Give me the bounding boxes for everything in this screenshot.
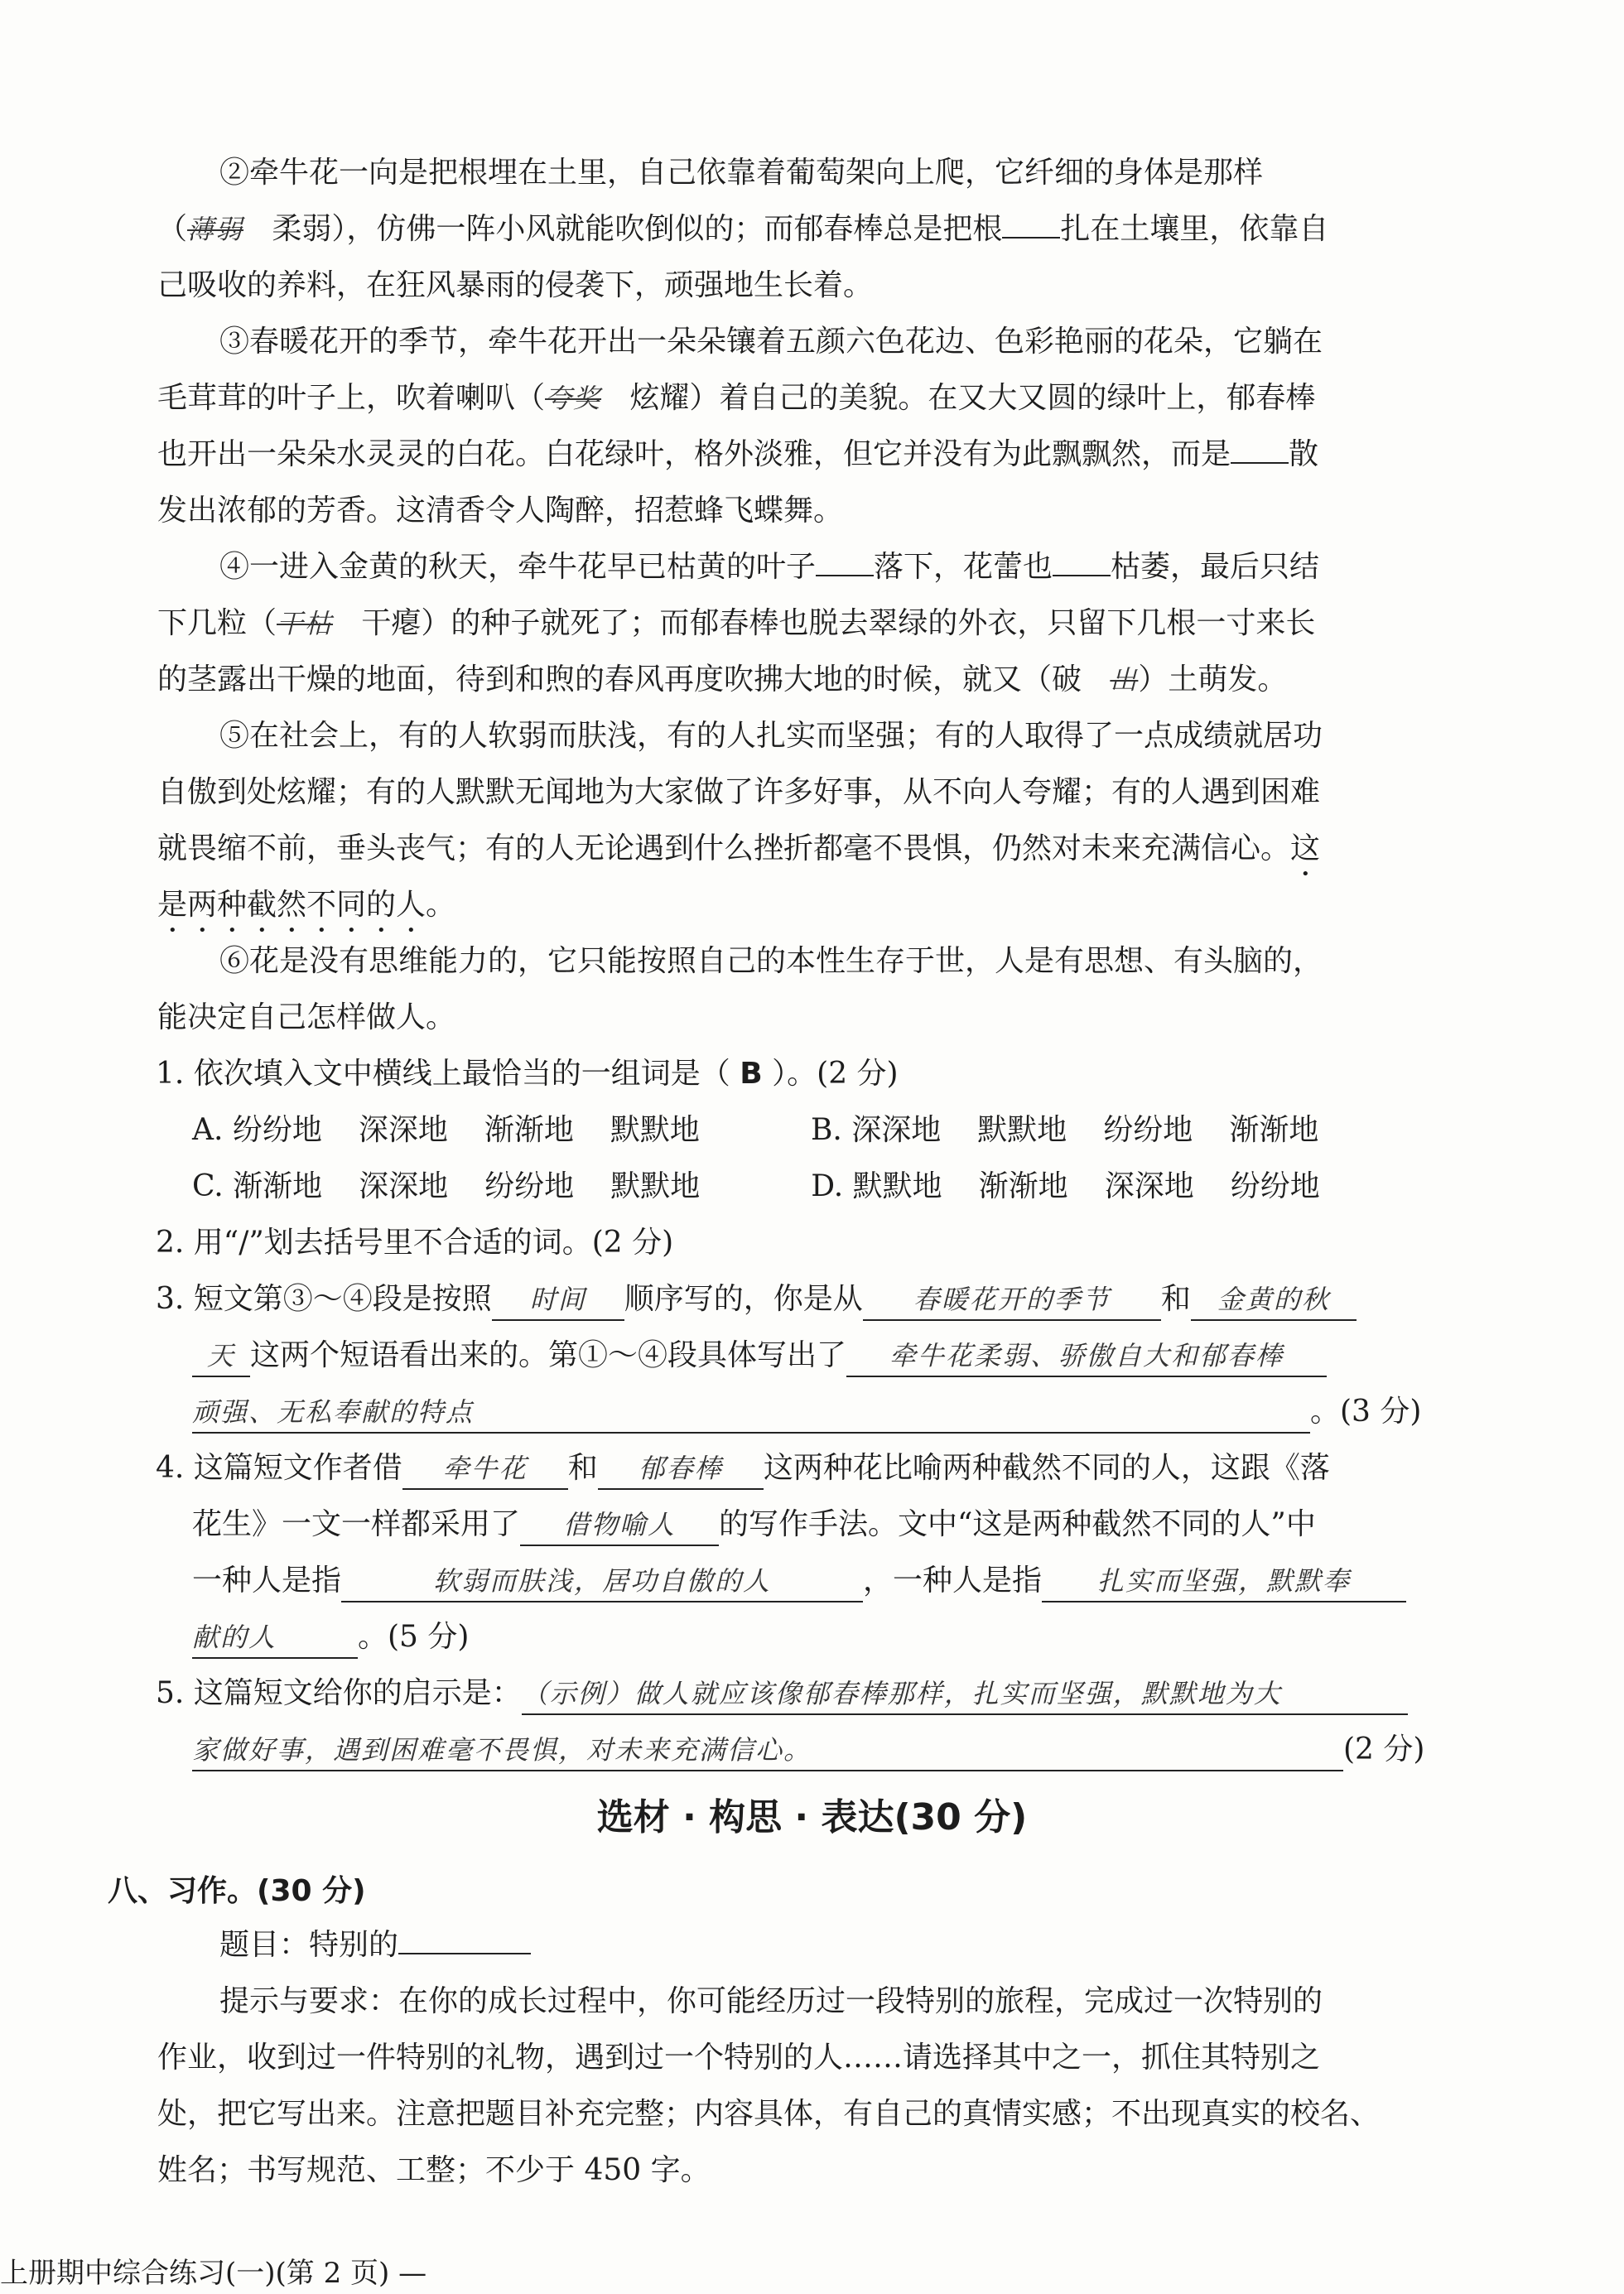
fill-blank — [1002, 237, 1060, 239]
section-title: 选材 · 构思 · 表达(30 分) — [596, 1796, 1028, 1839]
choice-word: 干枯 — [277, 608, 334, 639]
question-3-cont: 顽强、无私奉献的特点 。(3 分) — [192, 1384, 1476, 1440]
passage-line: ③春暖花开的季节，牵牛花开出一朵朵镶着五颜六色花边、色彩艳丽的花朵，它躺在 — [219, 325, 1323, 359]
page-footer: 上册期中综合练习(一)(第 2 页) — — [0, 2257, 427, 2290]
composition-req: 姓名；书写规范、工整；不少于 450 字。 — [157, 2153, 711, 2187]
answer-blank: 郁春棒 — [598, 1448, 764, 1490]
answer-blank: 牵牛花 — [402, 1448, 568, 1490]
option-row: A. 纷纷地 深深地 渐渐地 默默地 B. 深深地 默默地 纷纷地 渐渐地 — [192, 1102, 1476, 1159]
answer-blank: 家做好事，遇到困难毫不畏惧，对未来充满信心。 — [192, 1730, 1343, 1771]
question-4-cont: 花生》一文一样都采用了 借物喻人 的写作手法。文中“这是两种截然不同的人”中 — [192, 1496, 1476, 1553]
composition-req: 提示与要求：在你的成长过程中，你可能经历过一段特别的旅程，完成过一次特别的 — [219, 1984, 1323, 2018]
passage-line: （薄弱 柔弱），仿佛一阵小风就能吹倒似的；而郁春棒总是把根 扎在土壤里，依靠自 — [157, 212, 1329, 246]
question-3-cont: 天 这两个短语看出来的。第①～④段具体写出了 牵牛花柔弱、骄傲自大和郁春棒 — [192, 1328, 1476, 1384]
passage-line: ②牵牛花一向是把根埋在土里，自己依靠着葡萄架向上爬，它纤细的身体是那样 — [219, 156, 1264, 190]
title-blank[interactable] — [398, 1953, 531, 1954]
fill-blank — [816, 575, 874, 576]
answer-blank: （示例）做人就应该像郁春棒那样，扎实而坚强，默默地为大 — [522, 1674, 1408, 1715]
composition-req: 处，把它写出来。注意把题目补充完整；内容具体，有自己的真情实感；不出现真实的校名、 — [157, 2097, 1381, 2131]
choice-word: 炫耀 — [629, 381, 690, 415]
passage-line: 发出浓郁的芳香。这清香令人陶醉，招惹蜂飞蝶舞。 — [157, 494, 844, 528]
choice-word: 出 — [1110, 664, 1139, 696]
passage-line: ⑥花是没有思维能力的，它只能按照自己的本性生存于世，人是有思想、有头脑的， — [219, 944, 1323, 978]
passage-line: 是两种截然不同的人。 — [157, 888, 456, 922]
question-4-cont: 献的人 。(5 分) — [192, 1609, 1476, 1665]
composition-title-line: 题目：特别的 — [219, 1917, 1441, 1974]
option-row: C. 渐渐地 深深地 纷纷地 默默地 D. 默默地 渐渐地 深深地 纷纷地 — [192, 1159, 1476, 1215]
passage-line: 也开出一朵朵水灵灵的白花。白花绿叶，格外淡雅，但它并没有为此飘飘然，而是 散 — [157, 437, 1319, 471]
passage-line: 的茎露出干燥的地面，待到和煦的春风再度吹拂大地的时候，就又（破 出）土萌发。 — [157, 663, 1288, 696]
composition-req: 作业，收到过一件特别的礼物，遇到过一个特别的人……请选择其中之一，抓住其特别之 — [157, 2041, 1321, 2075]
passage-line: ④一进入金黄的秋天，牵牛花早已枯黄的叶子 落下，花蕾也 枯萎，最后只结 — [219, 550, 1320, 584]
choice-word: 薄弱 — [187, 214, 244, 245]
answer-blank: 天 — [192, 1336, 250, 1377]
question-5: 5. 这篇短文给你的启示是：（示例）做人就应该像郁春棒那样，扎实而坚强，默默地为大 — [156, 1665, 1439, 1722]
choice-word: 破 — [1052, 663, 1082, 696]
passage-line: 自傲到处炫耀；有的人默默无闻地为大家做了许多好事，从不向人夸耀；有的人遇到困难 — [157, 775, 1321, 809]
answer-blank: 软弱而肤浅，居功自傲的人 — [341, 1561, 863, 1602]
option-a: A. 纷纷地 — [192, 1113, 322, 1147]
passage-line: 能决定自己怎样做人。 — [157, 1000, 456, 1034]
answer-blank: 顽强、无私奉献的特点 — [192, 1392, 1310, 1434]
answer-blank: 牵牛花柔弱、骄傲自大和郁春棒 — [846, 1336, 1327, 1377]
choice-word: 柔弱 — [272, 212, 332, 246]
option-c: C. 渐渐地 — [192, 1169, 323, 1203]
passage-line: 就畏缩不前，垂头丧气；有的人无论遇到什么挫折都毫不畏惧，仍然对未来充满信心。这 — [157, 831, 1321, 865]
choice-word: 干瘪 — [361, 606, 422, 640]
question-4: 4. 这篇短文作者借 牵牛花 和 郁春棒 这两种花比喻两种截然不同的人，这跟《落 — [156, 1440, 1439, 1496]
emphasis-text: 这 — [1290, 831, 1321, 865]
answer-choice: B — [740, 1057, 763, 1091]
fill-blank — [1053, 575, 1111, 576]
question-2: 2. 用“/”划去括号里不合适的词。(2 分) — [156, 1226, 674, 1260]
answer-blank: 春暖花开的季节 — [863, 1280, 1161, 1321]
option-b: B. 深深地 — [810, 1113, 942, 1147]
choice-word: 夸奖 — [545, 383, 602, 414]
answer-blank: 金黄的秋 — [1191, 1280, 1357, 1321]
answer-blank: 借物喻人 — [520, 1505, 719, 1546]
composition-heading: 八、习作。(30 分) — [108, 1874, 366, 1908]
question-3: 3. 短文第③～④段是按照 时间 顺序写的，你是从 春暖花开的季节 和 金黄的秋 — [156, 1271, 1439, 1328]
fill-blank — [1231, 462, 1289, 464]
question-5-cont: 家做好事，遇到困难毫不畏惧，对未来充满信心。 (2 分) — [192, 1722, 1476, 1778]
answer-blank: 时间 — [492, 1280, 624, 1321]
question-1: 1. 依次填入文中横线上最恰当的一组词是（ B ）。(2 分) — [156, 1057, 899, 1091]
question-4-cont: 一种人是指 软弱而肤浅，居功自傲的人 ，一种人是指 扎实而坚强，默默奉 — [192, 1553, 1476, 1609]
answer-blank: 扎实而坚强，默默奉 — [1042, 1561, 1406, 1602]
emphasis-text: 是两种截然不同的人 — [157, 888, 426, 922]
passage-line: 下几粒（干枯 干瘪）的种子就死了；而郁春棒也脱去翠绿的外衣，只留下几根一寸来长 — [157, 606, 1316, 640]
passage-line: 己吸收的养料，在狂风暴雨的侵袭下，顽强地生长着。 — [157, 268, 874, 302]
option-d: D. 默默地 — [811, 1169, 942, 1203]
passage-line: 毛茸茸的叶子上，吹着喇叭（夸奖 炫耀）着自己的美貌。在又大又圆的绿叶上，郁春棒 — [157, 381, 1316, 415]
answer-blank: 献的人 — [192, 1617, 358, 1659]
passage-line: ⑤在社会上，有的人软弱而肤浅，有的人扎实而坚强；有的人取得了一点成绩就居功 — [219, 719, 1323, 753]
